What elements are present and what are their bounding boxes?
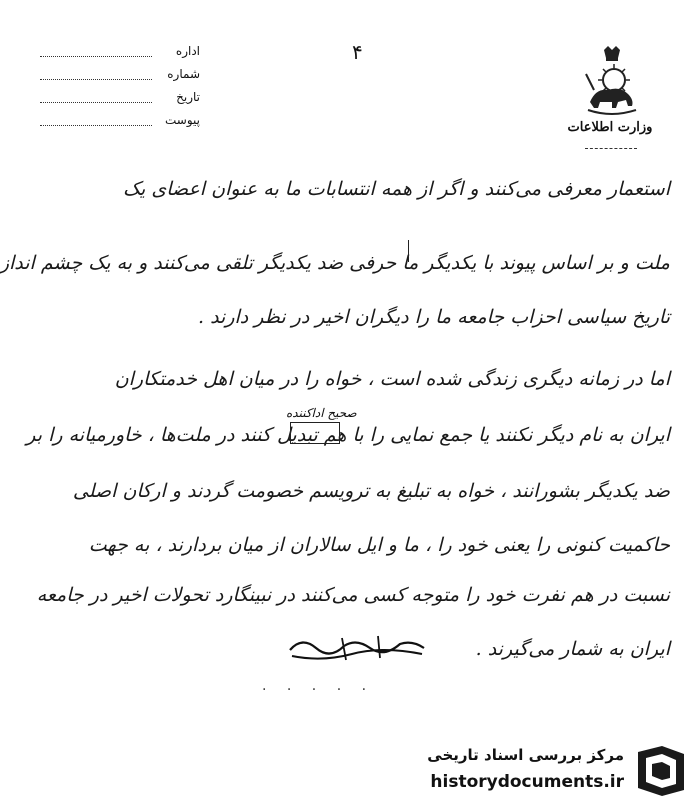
ministry-name: وزارت اطلاعات (567, 120, 653, 135)
field-line (40, 125, 152, 126)
handwritten-signature (282, 630, 432, 668)
field-line (40, 56, 152, 57)
trailing-marks: · · · · · (262, 682, 375, 698)
body-line-8: نسبت در هم نفرت خود را متوجه کسی می‌کنند در نبینگارد تحولات اخیر در جامعه (36, 584, 670, 606)
field-attachment (40, 113, 200, 136)
field-label-date: تاریخ (176, 90, 200, 104)
letterhead-fields (40, 44, 200, 136)
lion-and-sun-emblem-icon (582, 44, 642, 116)
field-line (40, 102, 152, 103)
correction-note: صحیح اداکننده (286, 406, 357, 420)
margin-mark (408, 240, 417, 262)
body-line-6: ضد یکدیگر بشورانند ، خواه به تبلیغ به ترویسم خصومت گردند و ارکان اصلی (72, 480, 670, 502)
body-line-1: استعمار معرفی می‌کنند و اگر از همه انتسابات ما به عنوان اعضای یک (122, 178, 670, 200)
field-line (40, 79, 152, 80)
archive-watermark (410, 738, 694, 802)
page-number: ۴ (352, 40, 363, 64)
body-line-5: ایران به نام دیگر نکنند یا جمع نمایی را با هم تبدیل کنند در ملت‌ها ، خاورمیانه را بر (26, 424, 670, 446)
body-line-3: تاریخ سیاسی احزاب جامعه ما را دیگران اخیر در نظر دارند . (197, 306, 670, 328)
body-line-4: اما در زمانه دیگری زندگی شده است ، خواه را در میان اهل خدمتکاران (114, 368, 670, 390)
field-number (40, 67, 200, 90)
field-label-number: شماره (167, 67, 200, 81)
watermark-title: مرکز بررسی اسناد تاریخی (427, 746, 624, 764)
field-label-attachment: پیوست (165, 113, 200, 127)
field-office (40, 44, 200, 67)
body-line-7: حاکمیت کنونی را یعنی خود را ، ما و ایل سالاران از میان بردارند ، به جهت (88, 534, 670, 556)
field-date (40, 90, 200, 113)
ministry-underline (585, 148, 637, 149)
body-line-9: ایران به شمار می‌گیرند . (475, 638, 670, 660)
field-label-office: اداره (175, 44, 200, 58)
correction-box (290, 422, 340, 444)
watermark-url: historydocuments.ir (430, 772, 624, 792)
archive-logo-icon (632, 742, 690, 798)
body-line-2: ملت و بر اساس پیوند با یکدیگر ما حرفی ضد یکدیگر تلقی می‌کنند و به یک چشم انداز (0, 252, 670, 274)
